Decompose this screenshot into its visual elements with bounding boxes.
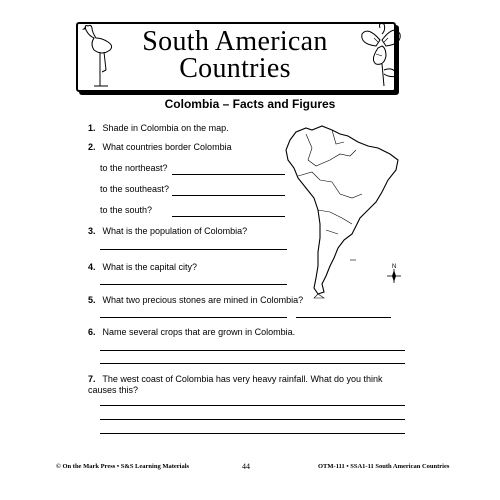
question-number: 6. <box>88 327 96 337</box>
compass-north-label: N <box>392 264 397 270</box>
question-text: What is the capital city? <box>102 262 198 272</box>
question-text: The west coast of Colombia has very heavy rainfall. What do you think causes this? <box>88 374 383 395</box>
question-text: What two precious stones are mined in Colombia? <box>102 295 304 305</box>
page-number: 44 <box>242 462 250 471</box>
question-1 <box>88 123 229 134</box>
compass-icon <box>384 262 404 284</box>
flamingo-icon <box>80 20 120 90</box>
direction-south-label: to the south? <box>100 205 153 215</box>
answer-line-population[interactable] <box>100 249 287 250</box>
direction-southeast-label: to the southeast? <box>100 184 170 194</box>
question-number: 1. <box>88 123 96 133</box>
orchid-icon <box>354 20 406 88</box>
question-7 <box>88 374 408 396</box>
worksheet-subtitle: Colombia – Facts and Figures <box>164 97 336 111</box>
page-title <box>80 28 390 82</box>
answer-line-crops-2[interactable] <box>100 363 405 364</box>
question-text: Shade in Colombia on the map. <box>102 123 229 133</box>
answer-line-northeast[interactable] <box>172 174 285 175</box>
question-2 <box>88 142 232 153</box>
answer-line-south[interactable] <box>172 216 285 217</box>
title-line-2: Countries <box>179 53 291 84</box>
question-5 <box>88 295 303 306</box>
footer-series: OTM-111 • SSA1-11 South American Countries <box>318 463 450 470</box>
question-4 <box>88 262 197 273</box>
answer-line-capital[interactable] <box>100 284 287 285</box>
answer-line-rainfall-2[interactable] <box>100 419 405 420</box>
answer-line-rainfall-1[interactable] <box>100 405 405 406</box>
question-number: 4. <box>88 262 96 272</box>
answer-line-rainfall-3[interactable] <box>100 433 405 434</box>
answer-line-stone-1[interactable] <box>100 317 287 318</box>
answer-line-crops-1[interactable] <box>100 350 405 351</box>
answer-line-stone-2[interactable] <box>296 317 391 318</box>
question-number: 5. <box>88 295 96 305</box>
direction-northeast-label: to the northeast? <box>100 163 168 173</box>
question-number: 3. <box>88 226 96 236</box>
question-number: 7. <box>88 374 96 384</box>
question-3 <box>88 226 247 237</box>
footer-copyright: © On the Mark Press • S&S Learning Materials <box>56 463 190 470</box>
question-number: 2. <box>88 142 96 152</box>
title-line-1: South American <box>142 26 328 57</box>
question-text: What countries border Colombia <box>102 142 232 152</box>
answer-line-southeast[interactable] <box>172 195 285 196</box>
question-text: What is the population of Colombia? <box>102 226 248 236</box>
question-6 <box>88 327 295 338</box>
question-text: Name several crops that are grown in Colombia. <box>102 327 296 337</box>
